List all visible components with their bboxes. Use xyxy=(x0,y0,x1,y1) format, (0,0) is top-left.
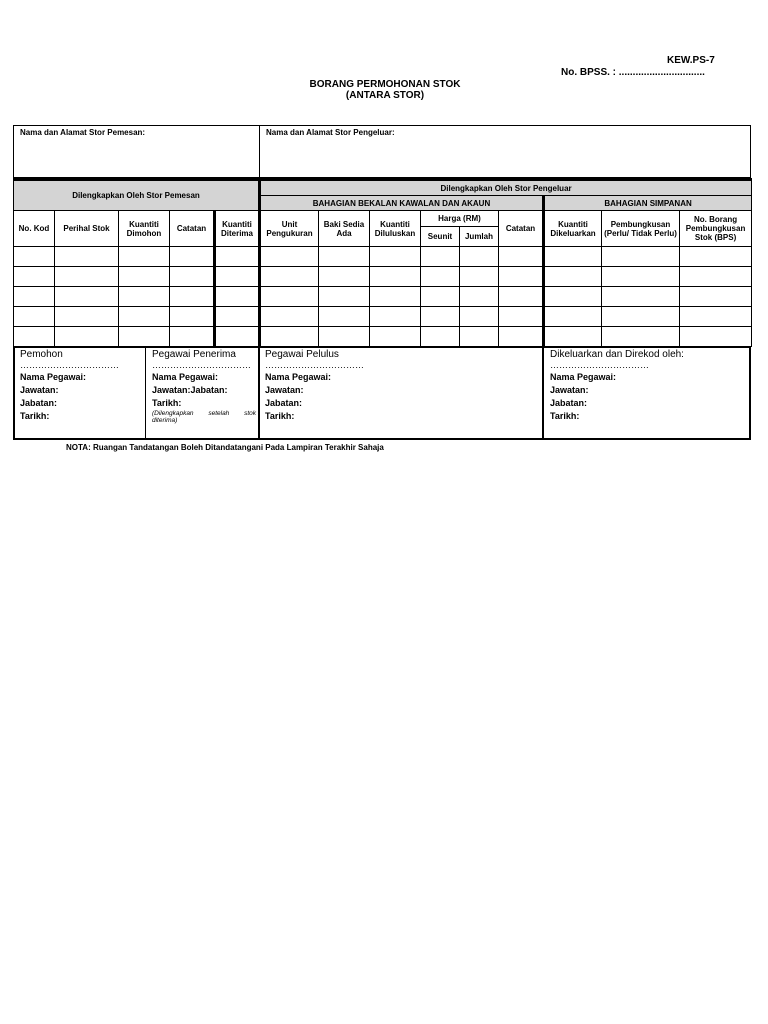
dikeluarkan-section[interactable] xyxy=(550,349,748,423)
col-catatan-right: Catatan xyxy=(499,211,544,247)
pelulus-jabatan: Jabatan: xyxy=(265,398,303,408)
table-cell[interactable] xyxy=(602,307,680,327)
table-cell[interactable] xyxy=(460,307,499,327)
table-cell[interactable] xyxy=(55,287,119,307)
pemohon-jawatan: Jawatan: xyxy=(20,385,59,395)
pemohon-nama: Nama Pegawai: xyxy=(20,372,87,382)
signature-divider xyxy=(542,346,544,440)
table-cell[interactable] xyxy=(499,327,544,347)
pemohon-tarikh: Tarikh: xyxy=(20,411,50,421)
penerima-note: (Dilengkapkan setelah stok diterima) xyxy=(152,410,256,424)
table-cell[interactable] xyxy=(421,287,460,307)
table-cell[interactable] xyxy=(55,327,119,347)
table-cell[interactable] xyxy=(319,307,370,327)
signature-divider xyxy=(258,346,260,440)
signature-line[interactable]: …………………………… xyxy=(20,360,119,370)
table-cell[interactable] xyxy=(680,287,752,307)
table-cell[interactable] xyxy=(260,327,319,347)
table-cell[interactable] xyxy=(544,327,602,347)
table-cell[interactable] xyxy=(460,327,499,347)
col-kuantiti-diluluskan: Kuantiti Diluluskan xyxy=(370,211,421,247)
col-catatan-left: Catatan xyxy=(170,211,215,247)
table-cell[interactable] xyxy=(55,247,119,267)
signature-divider xyxy=(145,346,146,440)
table-cell[interactable] xyxy=(170,327,215,347)
table-cell[interactable] xyxy=(499,247,544,267)
section-simpanan-header: BAHAGIAN SIMPANAN xyxy=(544,196,752,211)
pemohon-heading: Pemohon xyxy=(20,349,63,360)
table-cell[interactable] xyxy=(499,307,544,327)
pemohon-jabatan: Jabatan: xyxy=(20,398,58,408)
col-kuantiti-diterima: Kuantiti Diterima xyxy=(215,211,260,247)
pengeluar-group-header: Dilengkapkan Oleh Stor Pengeluar xyxy=(260,180,752,196)
table-row xyxy=(14,247,752,267)
table-cell[interactable] xyxy=(119,267,170,287)
table-row xyxy=(14,307,752,327)
table-cell[interactable] xyxy=(680,247,752,267)
penerima-tarikh: Tarikh: xyxy=(152,398,182,408)
form-code: KEW.PS-7 xyxy=(667,55,715,66)
table-cell[interactable] xyxy=(260,307,319,327)
table-cell[interactable] xyxy=(499,267,544,287)
table-cell[interactable] xyxy=(14,307,55,327)
table-cell[interactable] xyxy=(370,287,421,307)
table-cell[interactable] xyxy=(602,287,680,307)
table-cell[interactable] xyxy=(215,247,260,267)
col-perihal-stok: Perihal Stok xyxy=(55,211,119,247)
dikeluarkan-nama: Nama Pegawai: xyxy=(550,372,617,382)
table-cell[interactable] xyxy=(170,287,215,307)
penerima-nama: Nama Pegawai: xyxy=(152,372,219,382)
table-cell[interactable] xyxy=(602,267,680,287)
table-cell[interactable] xyxy=(14,267,55,287)
penerima-heading: Pegawai Penerima xyxy=(152,349,236,360)
table-cell[interactable] xyxy=(319,247,370,267)
table-cell[interactable] xyxy=(460,287,499,307)
signature-line[interactable]: …………………………… xyxy=(550,360,649,370)
col-kuantiti-dimohon: Kuantiti Dimohon xyxy=(119,211,170,247)
table-cell[interactable] xyxy=(14,247,55,267)
pemesan-address-box[interactable] xyxy=(13,125,260,178)
table-cell[interactable] xyxy=(14,287,55,307)
table-cell[interactable] xyxy=(170,247,215,267)
col-no-borang: No. Borang Pembungkusan Stok (BPS) xyxy=(680,211,752,247)
table-row xyxy=(14,267,752,287)
section-bekalan-header: BAHAGIAN BEKALAN KAWALAN DAN AKAUN xyxy=(260,196,544,211)
table-cell[interactable] xyxy=(215,267,260,287)
table-cell[interactable] xyxy=(319,287,370,307)
table-cell[interactable] xyxy=(602,247,680,267)
table-cell[interactable] xyxy=(680,267,752,287)
dikeluarkan-heading: Dikeluarkan dan Direkod oleh: xyxy=(550,349,684,360)
pelulus-heading: Pegawai Pelulus xyxy=(265,349,339,360)
dikeluarkan-jawatan: Jawatan: xyxy=(550,385,589,395)
table-cell[interactable] xyxy=(370,247,421,267)
table-cell[interactable] xyxy=(370,307,421,327)
table-cell[interactable] xyxy=(260,247,319,267)
table-cell[interactable] xyxy=(421,327,460,347)
table-cell[interactable] xyxy=(119,327,170,347)
table-cell[interactable] xyxy=(55,307,119,327)
table-cell[interactable] xyxy=(544,267,602,287)
table-cell[interactable] xyxy=(680,327,752,347)
table-cell[interactable] xyxy=(319,327,370,347)
col-harga-group: Harga (RM) xyxy=(421,211,499,227)
penerima-section[interactable] xyxy=(152,349,256,424)
table-cell[interactable] xyxy=(370,267,421,287)
col-kuantiti-dikeluarkan: Kuantiti Dikeluarkan xyxy=(544,211,602,247)
table-cell[interactable] xyxy=(260,287,319,307)
table-cell[interactable] xyxy=(170,267,215,287)
form-subtitle: (ANTARA STOR) xyxy=(345,90,425,101)
table-cell[interactable] xyxy=(119,287,170,307)
table-cell[interactable] xyxy=(370,327,421,347)
table-cell[interactable] xyxy=(421,307,460,327)
table-cell[interactable] xyxy=(260,267,319,287)
footer-note: NOTA: Ruangan Tandatangan Boleh Ditandatangani Pada Lampiran Terakhir Sahaja xyxy=(66,443,384,452)
pemesan-group-header: Dilengkapkan Oleh Stor Pemesan xyxy=(14,180,260,211)
table-cell[interactable] xyxy=(460,267,499,287)
bpss-number: No. BPSS. : ............................... xyxy=(561,67,705,78)
table-row xyxy=(14,327,752,347)
col-jumlah: Jumlah xyxy=(460,227,499,247)
table-cell[interactable] xyxy=(215,307,260,327)
table-cell[interactable] xyxy=(421,267,460,287)
table-cell[interactable] xyxy=(119,307,170,327)
penerima-jawatan-jabatan: Jawatan:Jabatan: xyxy=(152,385,228,395)
table-cell[interactable] xyxy=(170,307,215,327)
col-unit-pengukuran: Unit Pengukuran xyxy=(260,211,319,247)
pemohon-section[interactable] xyxy=(20,349,142,423)
form-title: BORANG PERMOHONAN STOK xyxy=(309,79,461,90)
col-pembungkusan: Pembungkusan (Perlu/ Tidak Perlu) xyxy=(602,211,680,247)
pelulus-section[interactable] xyxy=(265,349,535,423)
table-cell[interactable] xyxy=(602,327,680,347)
table-cell[interactable] xyxy=(544,287,602,307)
table-cell[interactable] xyxy=(499,287,544,307)
table-cell[interactable] xyxy=(460,247,499,267)
pengeluar-address-box[interactable] xyxy=(259,125,751,178)
col-baki-sedia-ada: Baki Sedia Ada xyxy=(319,211,370,247)
col-seunit: Seunit xyxy=(421,227,460,247)
table-cell[interactable] xyxy=(544,307,602,327)
table-row xyxy=(14,287,752,307)
signature-line[interactable]: …………………………… xyxy=(265,360,364,370)
dikeluarkan-tarikh: Tarikh: xyxy=(550,411,580,421)
col-no-kod: No. Kod xyxy=(14,211,55,247)
table-cell[interactable] xyxy=(119,247,170,267)
signature-line[interactable]: …………………………… xyxy=(152,360,251,370)
pelulus-jawatan: Jawatan: xyxy=(265,385,304,395)
pemesan-address-label: Nama dan Alamat Stor Pemesan: xyxy=(20,128,146,137)
table-cell[interactable] xyxy=(14,327,55,347)
table-cell[interactable] xyxy=(319,267,370,287)
table-cell[interactable] xyxy=(55,267,119,287)
table-cell[interactable] xyxy=(215,287,260,307)
table-cell[interactable] xyxy=(544,247,602,267)
table-cell[interactable] xyxy=(215,327,260,347)
pelulus-nama: Nama Pegawai: xyxy=(265,372,332,382)
pelulus-tarikh: Tarikh: xyxy=(265,411,295,421)
table-cell[interactable] xyxy=(421,247,460,267)
pengeluar-address-label: Nama dan Alamat Stor Pengeluar: xyxy=(266,128,395,137)
stock-table xyxy=(13,178,752,347)
table-cell[interactable] xyxy=(680,307,752,327)
dikeluarkan-jabatan: Jabatan: xyxy=(550,398,588,408)
